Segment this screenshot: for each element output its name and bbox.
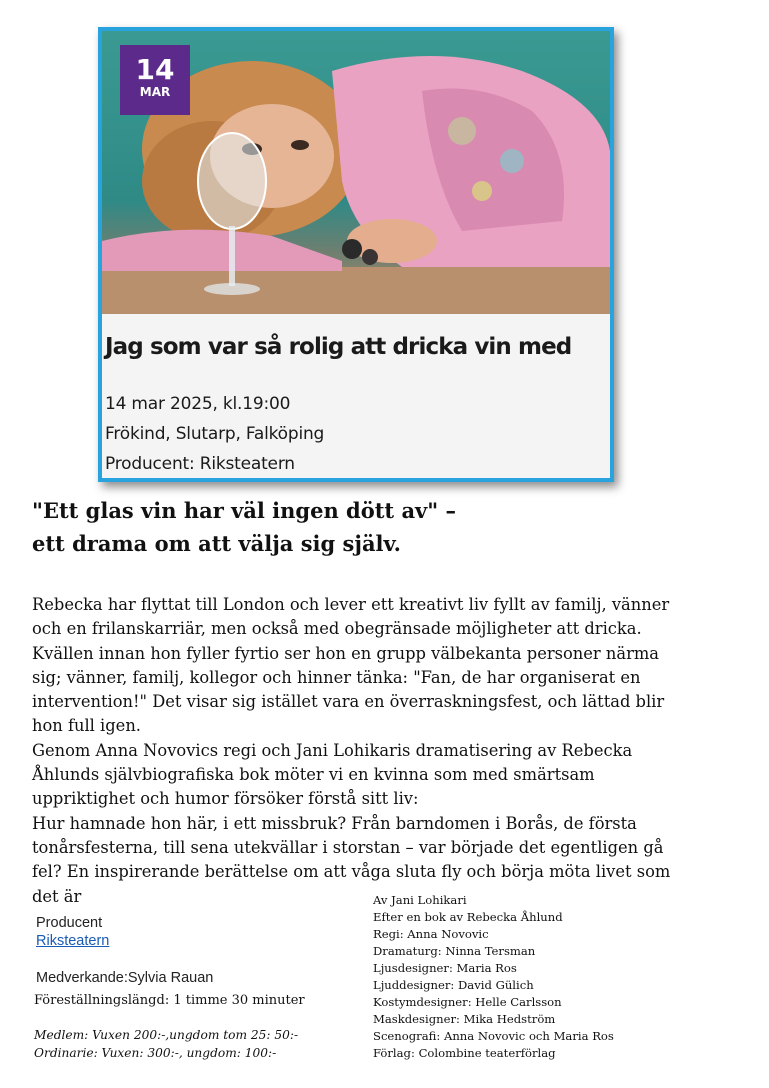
credit-item: Maskdesigner: Mika Hedström: [373, 1012, 556, 1026]
credit-item: Ljusdesigner: Maria Ros: [373, 961, 517, 975]
event-photo: [102, 31, 610, 314]
headline-line-2: ett drama om att välja sig själv.: [32, 531, 401, 556]
producer-link[interactable]: Riksteatern: [36, 933, 110, 949]
producer-label: Producent: [36, 915, 103, 931]
description-paragraph-3: Hur hamnade hon här, i ett missbruk? Från barndomen i Borås, de första tonårsfesterna, till sena utekvällar i storstan – var började det egentligen gå fel? En inspirerande berättelse om att våga sluta fly och börja möta livet som det är: [32, 813, 671, 906]
headline-line-1: "Ett glas vin har väl ingen dött av" –: [32, 498, 456, 523]
date-month: MAR: [139, 85, 171, 99]
credit-item: Kostymdesigner: Helle Carlsson: [373, 995, 562, 1009]
event-card[interactable]: [98, 27, 614, 482]
description-paragraph-2: Genom Anna Novovics regi och Jani Lohikaris dramatisering av Rebecka Åhlunds självbiografiska bok möter vi en kvinna som med smärtsam uppriktighet och humor försöker förstå sitt liv:: [32, 740, 633, 809]
date-day: 14: [135, 53, 175, 86]
price-regular: Ordinarie: Vuxen: 300:-, ungdom: 100:-: [34, 1046, 277, 1060]
credits-list: [373, 892, 673, 1062]
credit-item: Scenografi: Anna Novovic och Maria Ros: [373, 1029, 614, 1043]
event-title[interactable]: Jag som var så rolig att dricka vin med: [105, 334, 572, 360]
date-badge: [120, 45, 190, 115]
event-venue: Frökind, Slutarp, Falköping: [105, 424, 325, 444]
cast-info: Medverkande:Sylvia Rauan: [36, 970, 214, 986]
credit-item: Av Jani Lohikari: [373, 893, 467, 907]
credit-item: Efter en bok av Rebecka Åhlund: [373, 910, 563, 924]
credit-item: Dramaturg: Ninna Tersman: [373, 944, 536, 958]
duration-info: Föreställningslängd: 1 timme 30 minuter: [34, 993, 305, 1008]
event-datetime: 14 mar 2025, kl.19:00: [105, 394, 291, 414]
headline: [32, 494, 552, 560]
description-paragraph-1: Rebecka har flyttat till London och lever ett kreativt liv fyllt av familj, vänner och en frilanskarriär, men också med obegränsade möjligheter att dricka. Kvällen innan hon fyller fyrtio ser hon en grupp välbekanta personer närma sig; vänner, familj, kollegor och hinner tänka: "Fan, de har organiserat en intervention!" Det visar sig istället vara en överraskningsfest, och lättad blir hon full igen.: [32, 595, 670, 736]
credit-item: Ljuddesigner: David Gülich: [373, 978, 534, 992]
credit-item: Förlag: Colombine teaterförlag: [373, 1046, 556, 1060]
price-member: Medlem: Vuxen 200:-,ungdom tom 25: 50:-: [34, 1028, 299, 1042]
credit-item: Regi: Anna Novovic: [373, 927, 489, 941]
description: [32, 593, 692, 909]
event-producer: Producent: Riksteatern: [105, 454, 295, 474]
